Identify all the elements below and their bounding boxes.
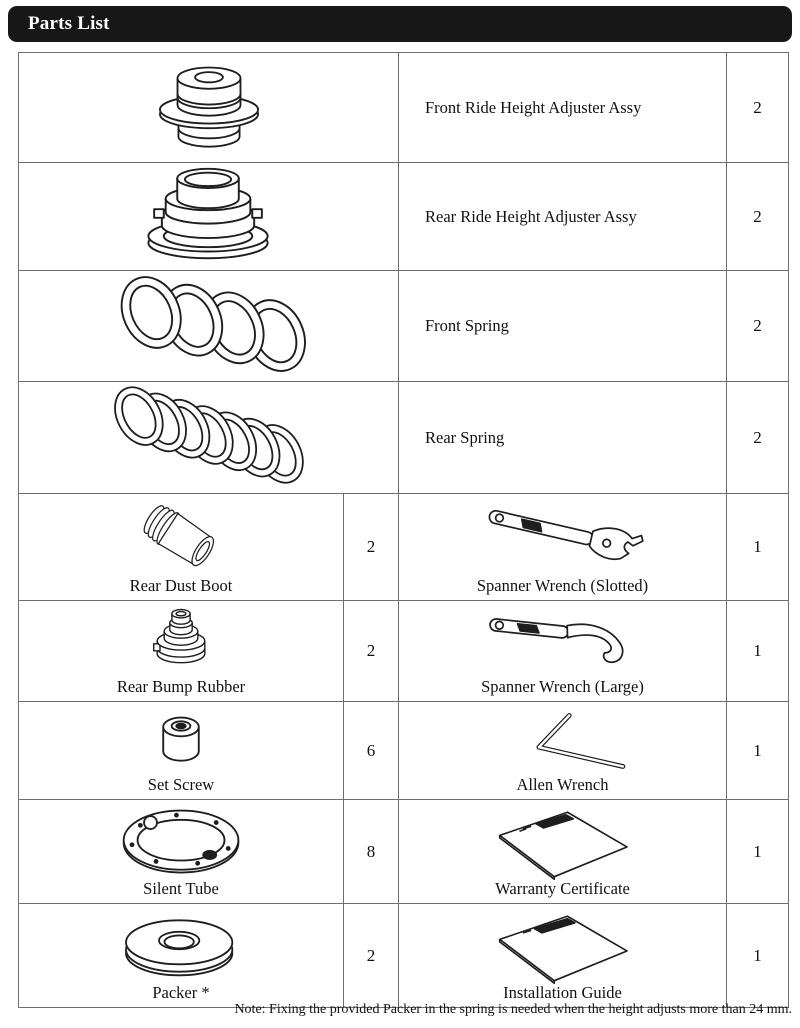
table-row (19, 53, 789, 163)
part-name: Spanner Wrench (Slotted) (476, 575, 649, 595)
part-qty: 2 (344, 601, 399, 702)
part-qty: 1 (727, 800, 789, 904)
part-qty: 8 (344, 800, 399, 904)
rear-ride-height-adjuster-icon (116, 164, 301, 264)
part-qty: 6 (344, 702, 399, 800)
part-cell (19, 702, 344, 800)
set-screw-icon (150, 712, 212, 770)
part-qty: 1 (727, 601, 789, 702)
parts-list-header (8, 6, 792, 42)
spanner-wrench-large-icon (468, 609, 658, 673)
part-name: Allen Wrench (516, 774, 609, 794)
part-cell (399, 494, 727, 601)
part-cell (399, 601, 727, 702)
rear-bump-rubber-icon (121, 606, 241, 676)
part-qty: 2 (344, 494, 399, 601)
part-name: Rear Bump Rubber (116, 676, 246, 696)
part-qty: 2 (727, 163, 789, 271)
part-qty: 1 (727, 702, 789, 800)
part-qty: 1 (727, 904, 789, 1008)
part-name: Spanner Wrench (Large) (481, 676, 644, 696)
part-qty: 2 (727, 382, 789, 494)
part-name: Rear Dust Boot (129, 575, 233, 595)
part-cell (399, 800, 727, 904)
part-cell (19, 800, 344, 904)
parts-table (18, 52, 789, 1008)
part-cell (19, 494, 344, 601)
part-image-cell (19, 382, 399, 494)
table-row (19, 800, 789, 904)
table-row (19, 702, 789, 800)
part-image-cell (19, 271, 399, 382)
front-spring-icon (101, 272, 316, 376)
part-cell (399, 702, 727, 800)
part-qty: 2 (727, 53, 789, 163)
part-qty: 2 (344, 904, 399, 1008)
rear-dust-boot-icon (106, 500, 256, 574)
part-cell (19, 601, 344, 702)
part-name: Packer * (152, 983, 210, 1003)
front-ride-height-adjuster-icon (124, 55, 294, 155)
part-qty: 1 (727, 494, 789, 601)
part-name: Silent Tube (143, 879, 219, 898)
part-name: Rear Spring (399, 382, 727, 494)
table-row (19, 601, 789, 702)
footnote: Note: Fixing the provided Packer in the spring is needed when the height adjusts more than 24 mm. (234, 1002, 792, 1017)
part-name: Front Ride Height Adjuster Assy (399, 53, 727, 163)
part-name: Set Screw (147, 774, 215, 794)
warranty-certificate-icon (475, 804, 650, 880)
silent-tube-icon (104, 805, 259, 879)
part-image-cell (19, 163, 399, 271)
table-row (19, 904, 789, 1008)
part-name: Installation Guide (503, 983, 622, 1003)
rear-spring-icon (91, 382, 326, 488)
packer-icon (112, 913, 250, 979)
table-row (19, 163, 789, 271)
part-name: Front Spring (399, 271, 727, 382)
allen-wrench-icon (473, 710, 653, 772)
table-row (19, 271, 789, 382)
installation-guide-icon (475, 908, 650, 984)
part-cell (19, 904, 344, 1008)
part-image-cell (19, 53, 399, 163)
spanner-wrench-slotted-icon (463, 501, 663, 573)
table-row (19, 382, 789, 494)
part-qty: 2 (727, 271, 789, 382)
part-name: Rear Ride Height Adjuster Assy (399, 163, 727, 271)
part-name: Warranty Certificate (495, 879, 630, 898)
table-row (19, 494, 789, 601)
page-title: Parts List (28, 13, 110, 34)
part-cell (399, 904, 727, 1008)
